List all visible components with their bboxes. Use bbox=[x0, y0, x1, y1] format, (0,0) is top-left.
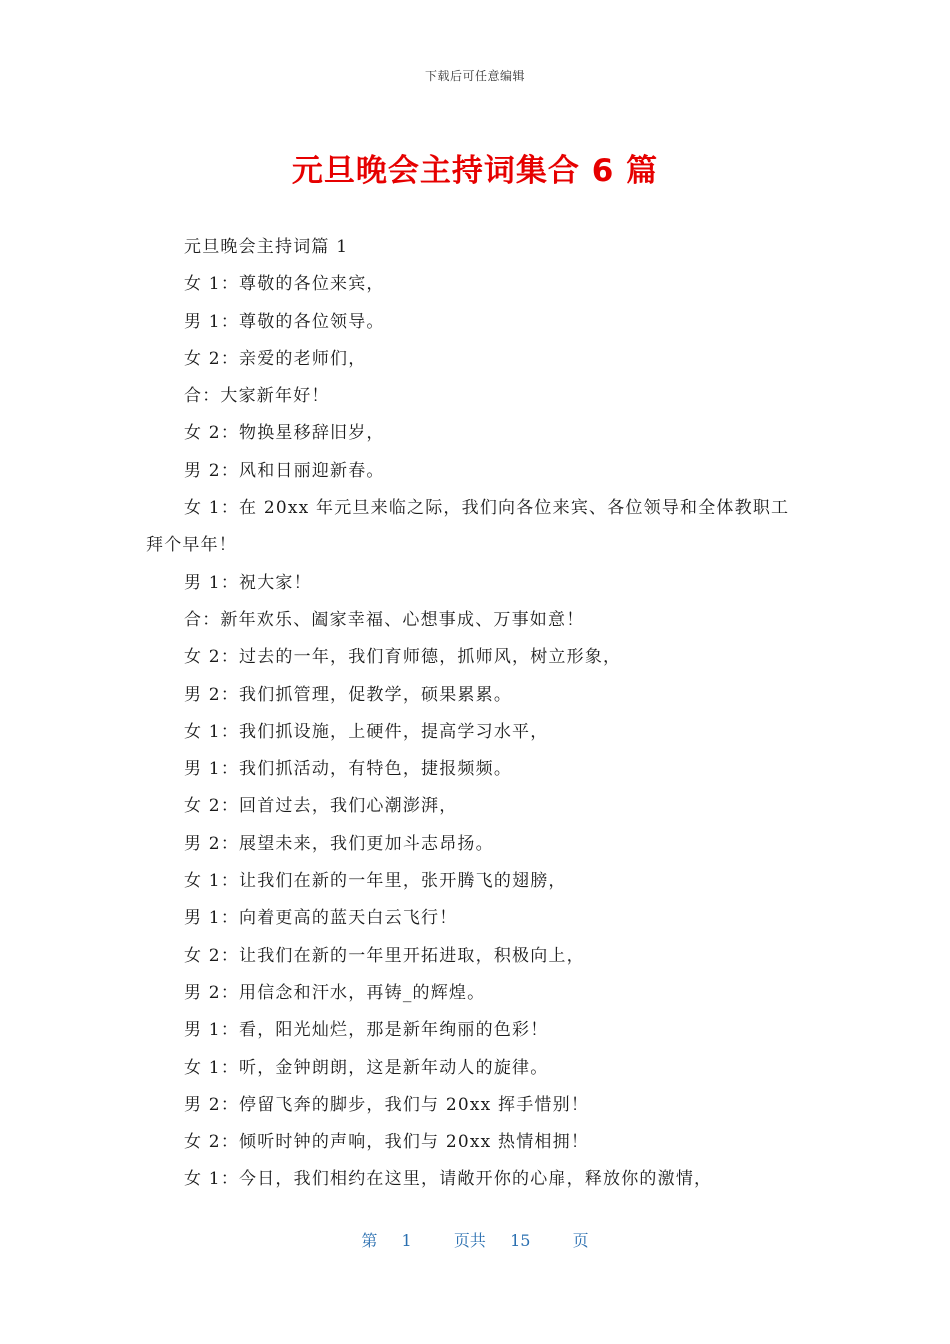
footer-total-pages: 15 bbox=[510, 1231, 531, 1250]
footer-unit-label: 页 bbox=[572, 1231, 589, 1250]
paragraph: 合：新年欢乐、阖家幸福、心想事成、万事如意！ bbox=[184, 609, 585, 630]
footer-page-label: 第 bbox=[361, 1231, 378, 1250]
footer-total-label: 页共 bbox=[453, 1231, 486, 1250]
paragraph: 合：大家新年好！ bbox=[184, 386, 330, 407]
paragraph: 女 1：我们抓设施，上硬件，提高学习水平， bbox=[184, 721, 549, 742]
paragraph: 男 2：我们抓管理，促教学，硕果累累。 bbox=[184, 684, 513, 705]
paragraph: 女 2：亲爱的老师们， bbox=[184, 348, 367, 369]
paragraph: 女 2：倾听时钟的声响，我们与 20xx 热情相拥！ bbox=[184, 1132, 590, 1153]
paragraph: 女 2：物换星移辞旧岁， bbox=[184, 423, 385, 444]
paragraph: 男 2：展望未来，我们更加斗志昂扬。 bbox=[184, 833, 494, 854]
paragraph: 女 2：回首过去，我们心潮澎湃， bbox=[184, 796, 458, 817]
header-note: 下载后可任意编辑 bbox=[424, 69, 525, 83]
paragraph: 男 2：风和日丽迎新春。 bbox=[184, 460, 385, 481]
paragraph: 女 1：今日，我们相约在这里，请敞开你的心扉，释放你的激情， bbox=[184, 1169, 713, 1190]
paragraph: 男 2：用信念和汗水，再铸_的辉煌。 bbox=[184, 982, 486, 1003]
paragraph: 女 1：让我们在新的一年里，张开腾飞的翅膀， bbox=[184, 871, 567, 892]
paragraph: 元旦晚会主持词篇 1 bbox=[184, 237, 349, 257]
paragraph: 男 1：祝大家！ bbox=[184, 572, 312, 593]
paragraph: 男 1：看，阳光灿烂，那是新年绚丽的色彩！ bbox=[184, 1020, 549, 1041]
paragraph: 女 2：过去的一年，我们育师德，抓师风，树立形象， bbox=[184, 647, 622, 668]
page-footer bbox=[0, 1228, 950, 1251]
paragraph: 女 1：听，金钟朗朗，这是新年动人的旋律。 bbox=[184, 1057, 549, 1078]
document-body bbox=[146, 229, 806, 1199]
paragraph: 女 1：尊敬的各位来宾， bbox=[184, 274, 385, 295]
paragraph: 男 1：我们抓活动，有特色，捷报频频。 bbox=[184, 759, 513, 780]
document-title: 元旦晚会主持词集合 6 篇 bbox=[291, 153, 659, 189]
paragraph: 男 1：向着更高的蓝天白云飞行！ bbox=[184, 908, 458, 929]
footer-current-page: 1 bbox=[401, 1231, 412, 1250]
paragraph: 男 2：停留飞奔的脚步，我们与 20xx 挥手惜别！ bbox=[184, 1094, 590, 1115]
paragraph: 女 2：让我们在新的一年里开拓进取，积极向上， bbox=[184, 945, 585, 966]
paragraph: 男 1：尊敬的各位领导。 bbox=[184, 311, 385, 332]
paragraph: 女 1：在 20xx 年元旦来临之际，我们向各位来宾、各位领导和全体教职工拜个早年！ bbox=[146, 498, 790, 556]
